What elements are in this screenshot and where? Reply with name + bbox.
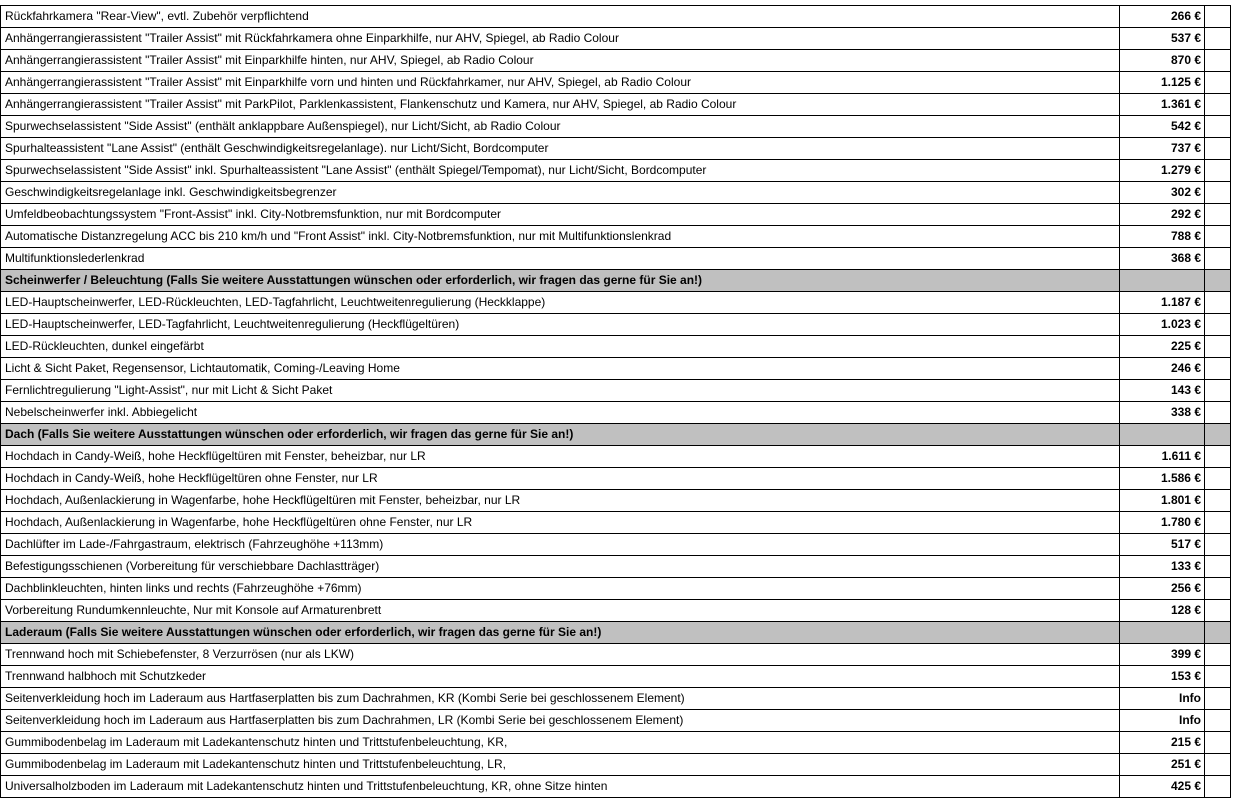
empty-cell <box>1205 6 1231 28</box>
table-row <box>1 710 1231 732</box>
item-description: Seitenverkleidung hoch im Laderaum aus Hartfaserplatten bis zum Dachrahmen, KR (Kombi Serie bei geschlossenem Element) <box>1 688 1120 710</box>
table-row <box>1 292 1231 314</box>
empty-cell <box>1205 776 1231 798</box>
item-price: 338 € <box>1120 402 1205 424</box>
price-table-body <box>1 6 1231 798</box>
item-price: Info <box>1120 710 1205 732</box>
table-row <box>1 644 1231 666</box>
table-row <box>1 6 1231 28</box>
item-description: Hochdach, Außenlackierung in Wagenfarbe, hohe Heckflügeltüren mit Fenster, beheizbar, nur LR <box>1 490 1120 512</box>
table-row <box>1 754 1231 776</box>
item-price: 1.023 € <box>1120 314 1205 336</box>
empty-cell <box>1205 402 1231 424</box>
item-price: 368 € <box>1120 248 1205 270</box>
item-description: Gummibodenbelag im Laderaum mit Ladekantenschutz hinten und Trittstufenbeleuchtung, KR, <box>1 732 1120 754</box>
table-row <box>1 94 1231 116</box>
empty-cell <box>1205 270 1231 292</box>
empty-cell <box>1205 710 1231 732</box>
empty-cell <box>1205 490 1231 512</box>
empty-cell <box>1205 424 1231 446</box>
item-description: Anhängerrangierassistent "Trailer Assist" mit Rückfahrkamera ohne Einparkhilfe, nur AHV, Spiegel, ab Radio Colour <box>1 28 1120 50</box>
item-description: Anhängerrangierassistent "Trailer Assist" mit Einparkhilfe hinten, nur AHV, Spiegel, ab Radio Colour <box>1 50 1120 72</box>
empty-cell <box>1205 358 1231 380</box>
section-title: Laderaum (Falls Sie weitere Ausstattungen wünschen oder erforderlich, wir fragen das gerne für Sie an!) <box>1 622 1120 644</box>
table-row <box>1 50 1231 72</box>
table-row <box>1 226 1231 248</box>
empty-cell <box>1205 512 1231 534</box>
item-price: 737 € <box>1120 138 1205 160</box>
empty-cell <box>1205 666 1231 688</box>
empty-cell <box>1205 50 1231 72</box>
item-description: Automatische Distanzregelung ACC bis 210 km/h und "Front Assist" inkl. City-Notbremsfunktion, nur mit Multifunktionslenkrad <box>1 226 1120 248</box>
item-price: 215 € <box>1120 732 1205 754</box>
empty-cell <box>1205 754 1231 776</box>
item-price: 225 € <box>1120 336 1205 358</box>
table-row <box>1 204 1231 226</box>
item-description: Spurwechselassistent "Side Assist" inkl. Spurhalteassistent "Lane Assist" (enthält Spiegel/Tempomat), nur Licht/Sicht, Bordcomputer <box>1 160 1120 182</box>
item-price: 542 € <box>1120 116 1205 138</box>
item-price: 1.125 € <box>1120 72 1205 94</box>
empty-cell <box>1205 446 1231 468</box>
empty-cell <box>1205 732 1231 754</box>
table-row <box>1 402 1231 424</box>
empty-cell <box>1205 226 1231 248</box>
empty-cell <box>1205 622 1231 644</box>
item-description: Hochdach, Außenlackierung in Wagenfarbe, hohe Heckflügeltüren ohne Fenster, nur LR <box>1 512 1120 534</box>
table-row <box>1 116 1231 138</box>
table-row <box>1 600 1231 622</box>
item-description: Seitenverkleidung hoch im Laderaum aus Hartfaserplatten bis zum Dachrahmen, LR (Kombi Serie bei geschlossenem Element) <box>1 710 1120 732</box>
item-description: Fernlichtregulierung "Light-Assist", nur mit Licht & Sicht Paket <box>1 380 1120 402</box>
section-header-row <box>1 622 1231 644</box>
empty-cell <box>1205 116 1231 138</box>
table-row <box>1 138 1231 160</box>
item-price: 153 € <box>1120 666 1205 688</box>
item-description: Dachblinkleuchten, hinten links und rechts (Fahrzeughöhe +76mm) <box>1 578 1120 600</box>
empty-cell <box>1205 534 1231 556</box>
table-row <box>1 182 1231 204</box>
item-description: Umfeldbeobachtungssystem "Front-Assist" inkl. City-Notbremsfunktion, nur mit Bordcomputer <box>1 204 1120 226</box>
table-row <box>1 578 1231 600</box>
item-price: 1.279 € <box>1120 160 1205 182</box>
item-description: LED-Hauptscheinwerfer, LED-Rückleuchten, LED-Tagfahrlicht, Leuchtweitenregulierung (Heckklappe) <box>1 292 1120 314</box>
item-description: Geschwindigkeitsregelanlage inkl. Geschwindigkeitsbegrenzer <box>1 182 1120 204</box>
empty-cell <box>1205 600 1231 622</box>
item-description: Trennwand halbhoch mit Schutzkeder <box>1 666 1120 688</box>
table-row <box>1 380 1231 402</box>
item-price: 1.780 € <box>1120 512 1205 534</box>
section-header-row <box>1 270 1231 292</box>
item-price <box>1120 622 1205 644</box>
table-row <box>1 358 1231 380</box>
item-description: Hochdach in Candy-Weiß, hohe Heckflügeltüren ohne Fenster, nur LR <box>1 468 1120 490</box>
table-row <box>1 336 1231 358</box>
table-row <box>1 248 1231 270</box>
item-price: 143 € <box>1120 380 1205 402</box>
table-row <box>1 490 1231 512</box>
item-description: Dachlüfter im Lade-/Fahrgastraum, elektrisch (Fahrzeughöhe +113mm) <box>1 534 1120 556</box>
empty-cell <box>1205 292 1231 314</box>
table-row <box>1 72 1231 94</box>
item-description: LED-Hauptscheinwerfer, LED-Tagfahrlicht, Leuchtweitenregulierung (Heckflügeltüren) <box>1 314 1120 336</box>
empty-cell <box>1205 182 1231 204</box>
table-row <box>1 732 1231 754</box>
item-description: Universalholzboden im Laderaum mit Ladekantenschutz hinten und Trittstufenbeleuchtung, KR, ohne Sitze hinten <box>1 776 1120 798</box>
table-row <box>1 556 1231 578</box>
empty-cell <box>1205 204 1231 226</box>
table-row <box>1 468 1231 490</box>
item-price: 1.187 € <box>1120 292 1205 314</box>
empty-cell <box>1205 138 1231 160</box>
item-description: Nebelscheinwerfer inkl. Abbiegelicht <box>1 402 1120 424</box>
item-price: 251 € <box>1120 754 1205 776</box>
table-row <box>1 160 1231 182</box>
item-description: Gummibodenbelag im Laderaum mit Ladekantenschutz hinten und Trittstufenbeleuchtung, LR, <box>1 754 1120 776</box>
empty-cell <box>1205 644 1231 666</box>
item-price: 788 € <box>1120 226 1205 248</box>
empty-cell <box>1205 688 1231 710</box>
item-description: Anhängerrangierassistent "Trailer Assist" mit ParkPilot, Parklenkassistent, Flankenschutz und Kamera, nur AHV, Spiegel, ab Radio Colour <box>1 94 1120 116</box>
table-row <box>1 776 1231 798</box>
item-price: 870 € <box>1120 50 1205 72</box>
item-price <box>1120 270 1205 292</box>
table-row <box>1 512 1231 534</box>
empty-cell <box>1205 248 1231 270</box>
empty-cell <box>1205 468 1231 490</box>
item-price: 425 € <box>1120 776 1205 798</box>
item-price: 256 € <box>1120 578 1205 600</box>
table-row <box>1 666 1231 688</box>
item-price: 1.611 € <box>1120 446 1205 468</box>
section-header-row <box>1 424 1231 446</box>
empty-cell <box>1205 72 1231 94</box>
section-title: Dach (Falls Sie weitere Ausstattungen wünschen oder erforderlich, wir fragen das gerne für Sie an!) <box>1 424 1120 446</box>
price-table <box>0 5 1231 798</box>
item-price: 246 € <box>1120 358 1205 380</box>
empty-cell <box>1205 556 1231 578</box>
item-description: Hochdach in Candy-Weiß, hohe Heckflügeltüren mit Fenster, beheizbar, nur LR <box>1 446 1120 468</box>
item-price: 1.586 € <box>1120 468 1205 490</box>
item-price: 399 € <box>1120 644 1205 666</box>
table-row <box>1 446 1231 468</box>
item-description: Spurwechselassistent "Side Assist" (enthält anklappbare Außenspiegel), nur Licht/Sicht, ab Radio Colour <box>1 116 1120 138</box>
item-description: Trennwand hoch mit Schiebefenster, 8 Verzurrösen (nur als LKW) <box>1 644 1120 666</box>
item-description: Vorbereitung Rundumkennleuchte, Nur mit Konsole auf Armaturenbrett <box>1 600 1120 622</box>
item-price: 302 € <box>1120 182 1205 204</box>
empty-cell <box>1205 28 1231 50</box>
table-row <box>1 28 1231 50</box>
item-description: LED-Rückleuchten, dunkel eingefärbt <box>1 336 1120 358</box>
empty-cell <box>1205 336 1231 358</box>
item-description: Befestigungsschienen (Vorbereitung für verschiebbare Dachlastträger) <box>1 556 1120 578</box>
empty-cell <box>1205 160 1231 182</box>
table-row <box>1 314 1231 336</box>
item-description: Rückfahrkamera "Rear-View", evtl. Zubehör verpflichtend <box>1 6 1120 28</box>
item-price: 133 € <box>1120 556 1205 578</box>
item-description: Multifunktionslederlenkrad <box>1 248 1120 270</box>
item-price: 1.361 € <box>1120 94 1205 116</box>
item-price: Info <box>1120 688 1205 710</box>
item-price: 1.801 € <box>1120 490 1205 512</box>
item-price: 292 € <box>1120 204 1205 226</box>
item-description: Licht & Sicht Paket, Regensensor, Lichtautomatik, Coming-/Leaving Home <box>1 358 1120 380</box>
item-price: 537 € <box>1120 28 1205 50</box>
table-row <box>1 534 1231 556</box>
empty-cell <box>1205 380 1231 402</box>
item-description: Spurhalteassistent "Lane Assist" (enthält Geschwindigkeitsregelanlage). nur Licht/Sicht, Bordcomputer <box>1 138 1120 160</box>
section-title: Scheinwerfer / Beleuchtung (Falls Sie weitere Ausstattungen wünschen oder erforderlich, wir fragen das gerne für Sie an!) <box>1 270 1120 292</box>
empty-cell <box>1205 314 1231 336</box>
empty-cell <box>1205 94 1231 116</box>
table-row <box>1 688 1231 710</box>
item-price: 266 € <box>1120 6 1205 28</box>
item-price: 517 € <box>1120 534 1205 556</box>
item-price: 128 € <box>1120 600 1205 622</box>
item-price <box>1120 424 1205 446</box>
item-description: Anhängerrangierassistent "Trailer Assist" mit Einparkhilfe vorn und hinten und Rückfahrkamer, nur AHV, Spiegel, ab Radio Colour <box>1 72 1120 94</box>
empty-cell <box>1205 578 1231 600</box>
